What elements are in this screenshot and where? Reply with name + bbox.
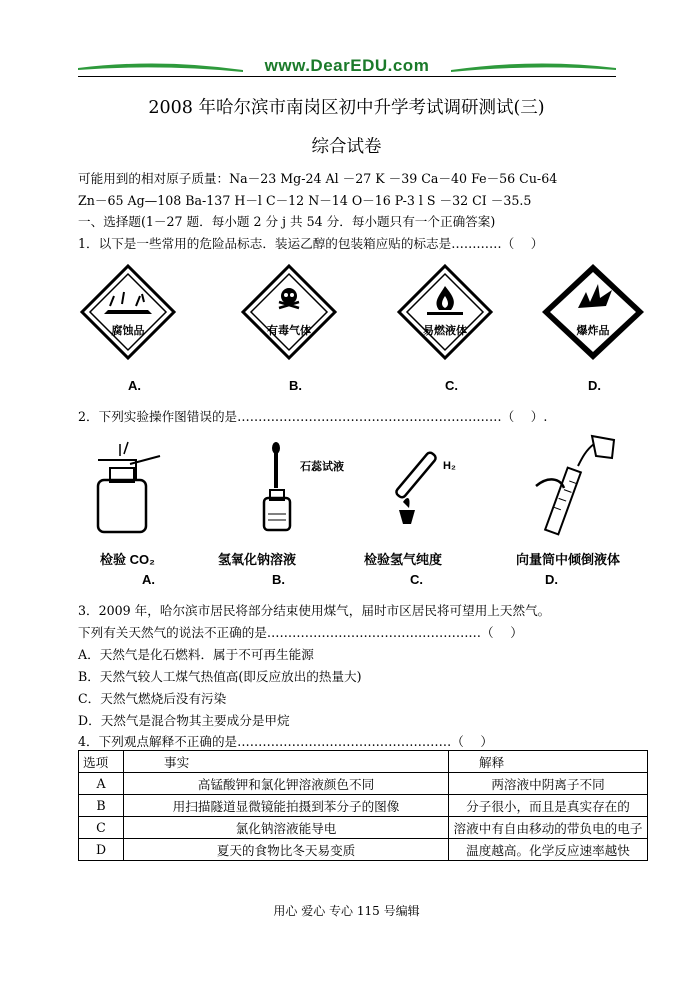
dropper-icon [258,440,298,535]
q2-caption-b: 氢氧化钠溶液 [218,552,297,567]
question-3-line-1: 3．2009 年，哈尔滨市居民将部分结束使用煤气，届时市区居民将可望用上天然气。 [78,603,551,618]
atomic-mass-line-2: Zn－65 Ag—108 Ba-137 H－l C－12 N－14 O－16 P-3 l S －32 CI －35.5 [78,193,532,208]
hazard-sign-corrosive [78,262,178,372]
q2-option-a: A. [142,572,155,587]
row-explanation: 两溶液中阴离子不同 [449,773,648,795]
q4-table [78,750,648,861]
atomic-mass-line-1: 可能用到的相对原子质量：Na－23 Mg-24 Al －27 K －39 Ca－40 Fe－56 Cu-64 [78,171,558,186]
page-subtitle: 综合试卷 [311,137,382,157]
table-row [79,817,648,839]
row-fact: 高锰酸钾和氯化钾溶液颜色不同 [124,773,449,795]
page-title: 2008 年哈尔滨市南岗区初中升学考试调研测试(三) [148,98,545,118]
header-explanation: 解释 [449,751,648,773]
hazard-sign-toxic-gas [239,262,339,372]
site-url[interactable]: www.DearEDU.com [264,56,430,75]
table-row [79,795,648,817]
page-footer: 用心 爱心 专心 115 号编辑 [273,904,420,918]
q2-option-c: C. [410,572,423,587]
reagent-label: 石蕊试液 [300,461,344,473]
q2-caption-a: 检验 CO₂ [100,552,155,567]
flame-icon [395,262,495,362]
q3-option-a: A．天然气是化石燃料．属于不可再生能源 [78,647,314,662]
h2-purity-test-apparatus [385,440,465,535]
q3-option-c: C．天然气燃烧后没有污染 [78,691,227,706]
row-fact: 用扫描隧道显微镜能拍摄到苯分子的图像 [124,795,449,817]
row-option: D [79,839,124,861]
question-2: 2．下列实验操作图错误的是………………………………………………………（ ）. [78,409,548,424]
question-4: 4．下列观点解释不正确的是……………………………………………（ ） [78,734,494,749]
test-tube-icon [385,440,455,535]
row-option: B [79,795,124,817]
q1-option-d: D. [588,378,601,393]
skull-icon [239,262,339,362]
table-row [79,773,648,795]
sign-label-b: 有毒气体 [267,325,311,337]
header-rule [78,76,616,77]
header-fact: 事实 [124,751,449,773]
q1-option-a: A. [128,378,141,393]
graduated-cylinder-icon [534,432,624,537]
row-option: A [79,773,124,795]
sign-label-d: 爆炸品 [576,325,610,337]
corrosive-icon [78,262,178,362]
q3-option-d: D．天然气是混合物其主要成分是甲烷 [78,713,290,728]
q2-option-b: B. [272,572,285,587]
q1-option-b: B. [289,378,302,393]
sign-label-c: 易燃液体 [423,325,467,337]
row-fact: 夏天的食物比冬天易变质 [124,839,449,861]
header-option: 选项 [79,751,124,773]
row-explanation: 溶液中有自由移动的带负电的电子 [449,817,648,839]
q2-caption-d: 向量筒中倾倒液体 [516,552,621,567]
row-option: C [79,817,124,839]
row-explanation: 温度越高。化学反应速率越快 [449,839,648,861]
q2-caption-c: 检验氢气纯度 [364,552,443,567]
q2-option-d: D. [545,572,558,587]
section-heading: 一、选择题(1－27 题．每小题 2 分 j 共 54 分．每小题只有一个正确答案) [78,214,496,229]
naoh-test-apparatus [258,440,368,535]
q3-option-b: B．天然气较人工煤气热值高(即反应放出的热量大) [78,669,362,684]
table-header-row [79,751,648,773]
gas-bottle-icon [90,440,170,535]
hazard-sign-explosive [538,262,648,372]
table-row [79,839,648,861]
question-3-line-2: 下列有关天然气的说法不正确的是……………………………………………（ ） [78,625,523,640]
row-fact: 氯化钠溶液能导电 [124,817,449,839]
sign-label-a: 腐蚀品 [111,325,145,337]
q1-option-c: C. [445,378,458,393]
question-1: 1．以下是一些常用的危险品标志．装运乙醇的包装箱应贴的标志是…………（ ） [78,236,544,251]
explosion-icon [538,262,648,362]
row-explanation: 分子很小，而且是真实存在的 [449,795,648,817]
co2-test-apparatus [90,440,170,535]
pour-liquid-apparatus [534,432,624,537]
hazard-sign-flammable-liquid [395,262,495,372]
h2-label: H₂ [443,460,456,472]
